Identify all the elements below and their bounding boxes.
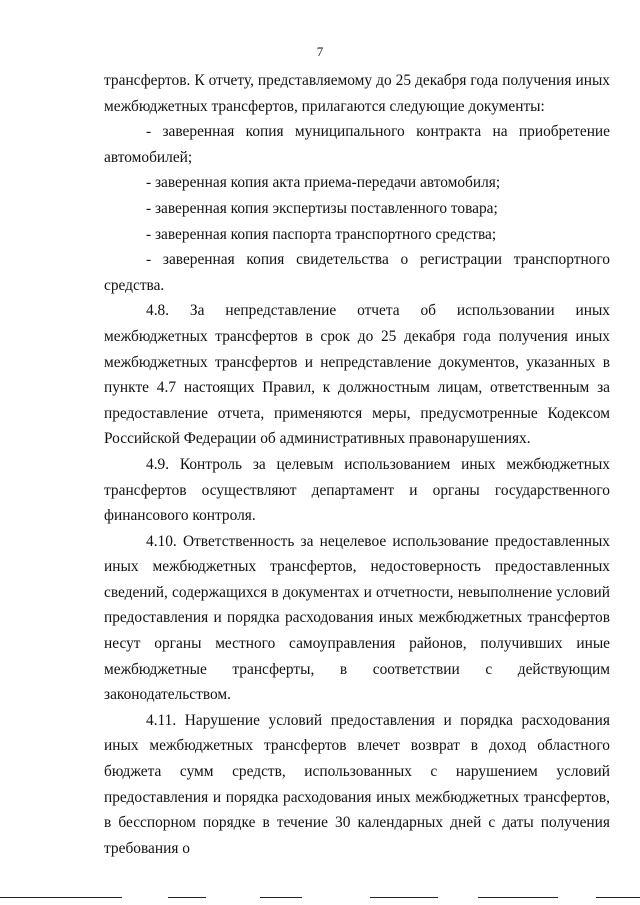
list-item-acceptance-act-copy: - заверенная копия акта приема-передачи автомобиля; [146,174,501,192]
footer-rule-right [596,897,640,898]
list-item-registration-certificate-copy: - заверенная копия свидетельства о регистрации транспортного средства. [104,251,610,294]
document-body [104,68,610,861]
list-item-expertise-copy: - заверенная копия экспертизы поставленного товара; [146,199,498,217]
footer-rule-segment [260,897,302,898]
paragraph-report-documents: трансфертов. К отчету, представляемому до 25 декабря года получения иных межбюджетных трансфертов, прилагаются следующие документы: [104,72,610,115]
list-item-contract-copy: - заверенная копия муниципального контракта на приобретение автомобилей; [104,123,610,166]
paragraph-4-10: 4.10. Ответственность за нецелевое использование предоставленных иных межбюджетных трансфертов, недостоверность предоставленных сведений, содержащихся в документах и отчетности, невыполнение условий предоставления и порядка расходования иных межбюджетных трансфертов несут органы местного самоуправления районов, получивших иные межбюджетные трансферты, в соответствии с действующим законодательством. [104,532,610,704]
footer-rule-segment [168,897,206,898]
paragraph-4-11: 4.11. Нарушение условий предоставления и порядка расходования иных межбюджетных трансфертов влечет возврат в доход областного бюджета сумм средств, использованных с нарушением условий предоставления и порядка расходования иных межбюджетных трансфертов, в бесспорном порядке в течение 30 календарных дней с даты получения требования о [104,711,610,857]
footer-rule-segment [478,897,558,898]
list-item-vehicle-passport-copy: - заверенная копия паспорта транспортного средства; [146,225,497,243]
paragraph-4-9: 4.9. Контроль за целевым использованием иных межбюджетных трансфертов осуществляют департамент и органы государственного финансового контроля. [104,455,610,525]
footer-rule-left [0,897,122,898]
page-number: 7 [316,44,324,59]
footer-rule-segment [370,897,438,898]
paragraph-4-8: 4.8. За непредставление отчета об использовании иных межбюджетных трансфертов в срок до 25 декабря года получения иных межбюджетных трансфертов и непредставление документов, указанных в пункте 4.7 настоящих Правил, к должностным лицам, ответственным за предоставление отчета, применяются меры, предусмотренные Кодексом Российской Федерации об административных правонарушениях. [104,302,610,448]
